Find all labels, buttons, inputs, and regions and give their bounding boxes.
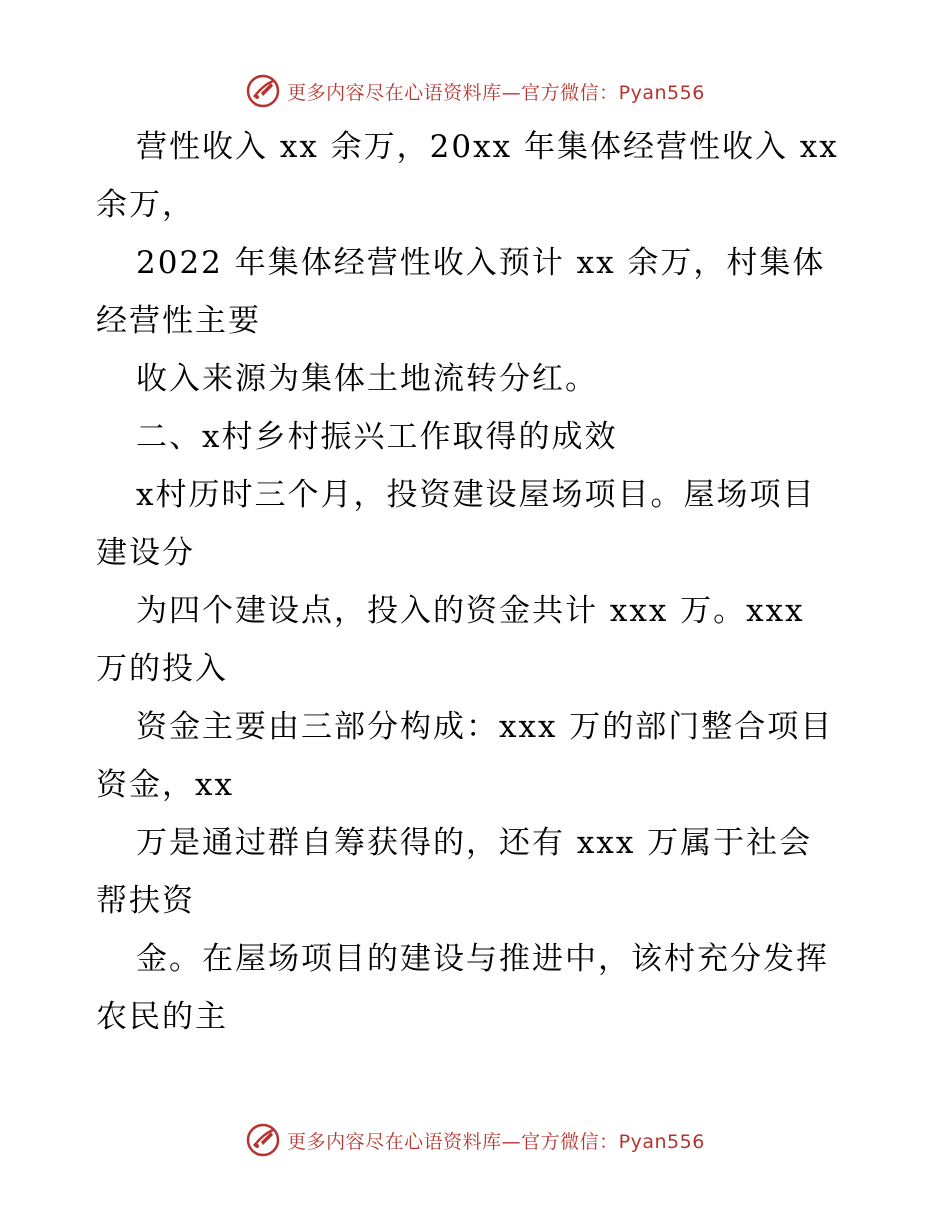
text-line: 建设分 xyxy=(96,535,195,571)
text-line: 农民的主 xyxy=(96,999,228,1035)
footer-text: 更多内容尽在心语资料库—官方微信：Pyan556 xyxy=(287,1130,705,1153)
text-line: 资金，xx xyxy=(96,767,234,803)
header-text: 更多内容尽在心语资料库—官方微信：Pyan556 xyxy=(287,81,705,104)
text-line: 万的投入 xyxy=(96,651,228,687)
pen-logo-icon xyxy=(245,1122,281,1158)
text-line: 2022 年集体经营性收入预计 xx 余万，村集体 xyxy=(136,245,826,281)
pen-logo-icon xyxy=(245,73,281,109)
text-line: 余万， xyxy=(96,187,195,223)
text-line: 资金主要由三部分构成：xxx 万的部门整合项目 xyxy=(136,709,834,745)
text-line: x村历时三个月，投资建设屋场项目。屋场项目 xyxy=(136,477,816,513)
text-line: 营性收入 xx 余万，20xx 年集体经营性收入 xx xyxy=(136,129,839,165)
footer-watermark xyxy=(0,1120,950,1160)
text-line: 经营性主要 xyxy=(96,303,261,339)
text-line: 帮扶资 xyxy=(96,883,195,919)
text-line: 万是通过群自筹获得的，还有 xxx 万属于社会 xyxy=(136,825,813,861)
text-line: 二、x村乡村振兴工作取得的成效 xyxy=(136,419,618,455)
document-body xyxy=(96,118,856,1046)
text-line: 金。在屋场项目的建设与推进中，该村充分发挥 xyxy=(136,941,829,977)
text-line: 为四个建设点，投入的资金共计 xxx 万。xxx xyxy=(136,593,805,629)
text-line: 收入来源为集体土地流转分红。 xyxy=(136,361,598,397)
header-watermark xyxy=(0,71,950,111)
